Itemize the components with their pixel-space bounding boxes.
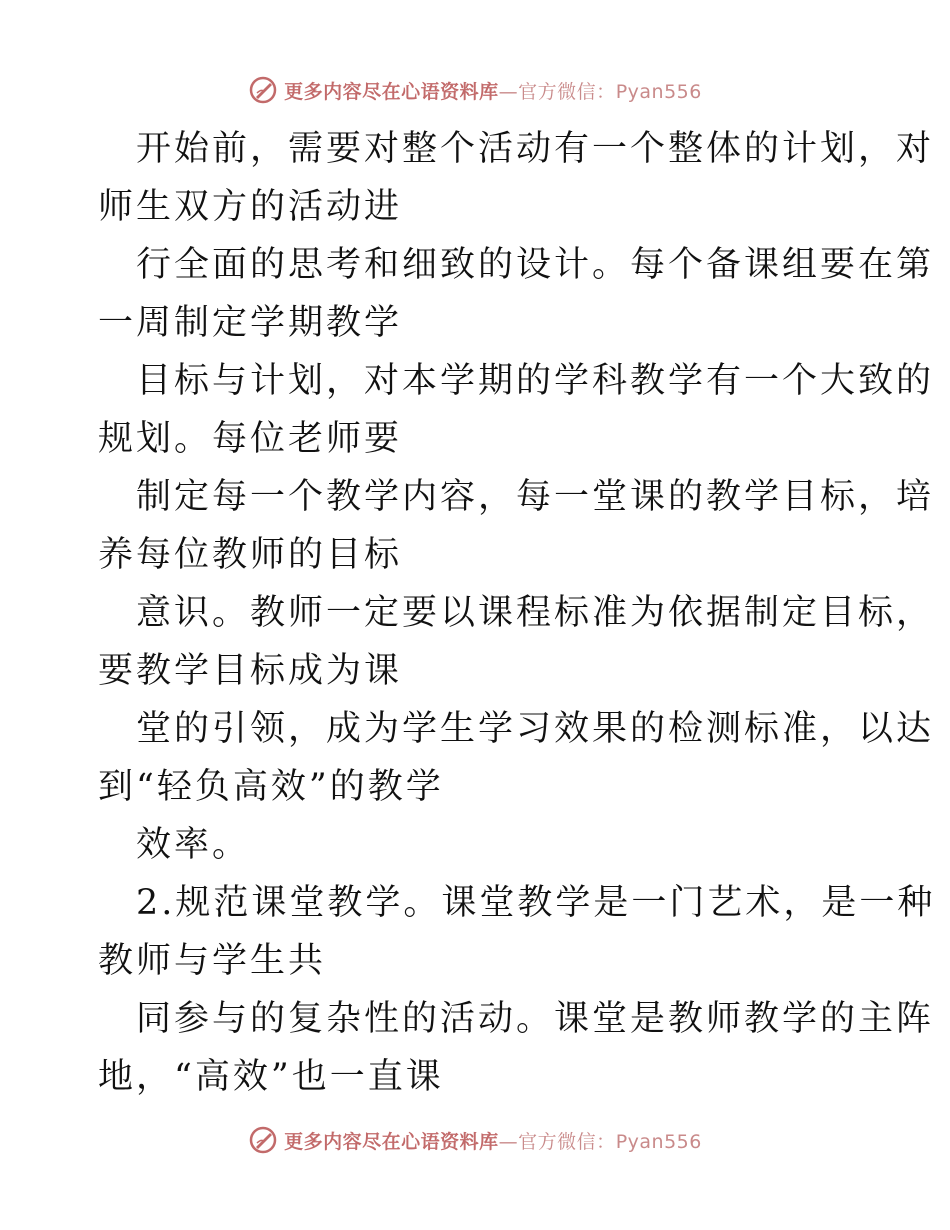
watermark-text	[284, 77, 702, 104]
text-line: 开始前，需要对整个活动有一个整体的计划，对	[136, 129, 935, 169]
watermark-dash: —	[498, 80, 519, 103]
watermark-label: 官方微信：	[518, 1130, 616, 1153]
text-line: 2.规范课堂教学。课堂教学是一门艺术，是一种	[136, 883, 936, 923]
text-line: 制定每一个教学内容，每一堂课的教学目标，培	[136, 477, 935, 517]
text-line: 到“轻负高效”的教学	[98, 767, 444, 807]
watermark-brand: 更多内容尽在心语资料库	[284, 1130, 499, 1153]
quill-logo-icon	[248, 1125, 278, 1155]
watermark-text	[284, 1127, 702, 1154]
text-line: 地，“高效”也一直课	[98, 1057, 444, 1097]
text-line: 师生双方的活动进	[98, 187, 403, 227]
watermark-account: Pyan556	[615, 80, 702, 103]
quill-logo-icon	[248, 75, 278, 105]
text-line: 养每位教师的目标	[98, 535, 403, 575]
text-line: 一周制定学期教学	[98, 303, 403, 343]
text-line: 堂的引领，成为学生学习效果的检测标准，以达	[136, 709, 935, 749]
text-line: 要教学目标成为课	[98, 651, 403, 691]
footer-watermark	[0, 1122, 950, 1158]
watermark-brand: 更多内容尽在心语资料库	[284, 80, 499, 103]
watermark-dash: —	[498, 1130, 519, 1153]
watermark-account: Pyan556	[615, 1130, 702, 1153]
text-line: 效率。	[136, 825, 251, 865]
text-line: 规划。每位老师要	[98, 419, 403, 459]
header-watermark	[0, 72, 950, 108]
watermark-label: 官方微信：	[518, 80, 616, 103]
text-line: 意识。教师一定要以课程标准为依据制定目标，	[136, 593, 935, 633]
text-line: 教师与学生共	[98, 941, 327, 981]
text-line: 行全面的思考和细致的设计。每个备课组要在第	[136, 245, 935, 285]
text-line: 目标与计划，对本学期的学科教学有一个大致的	[136, 361, 935, 401]
text-line: 同参与的复杂性的活动。课堂是教师教学的主阵	[136, 999, 935, 1039]
